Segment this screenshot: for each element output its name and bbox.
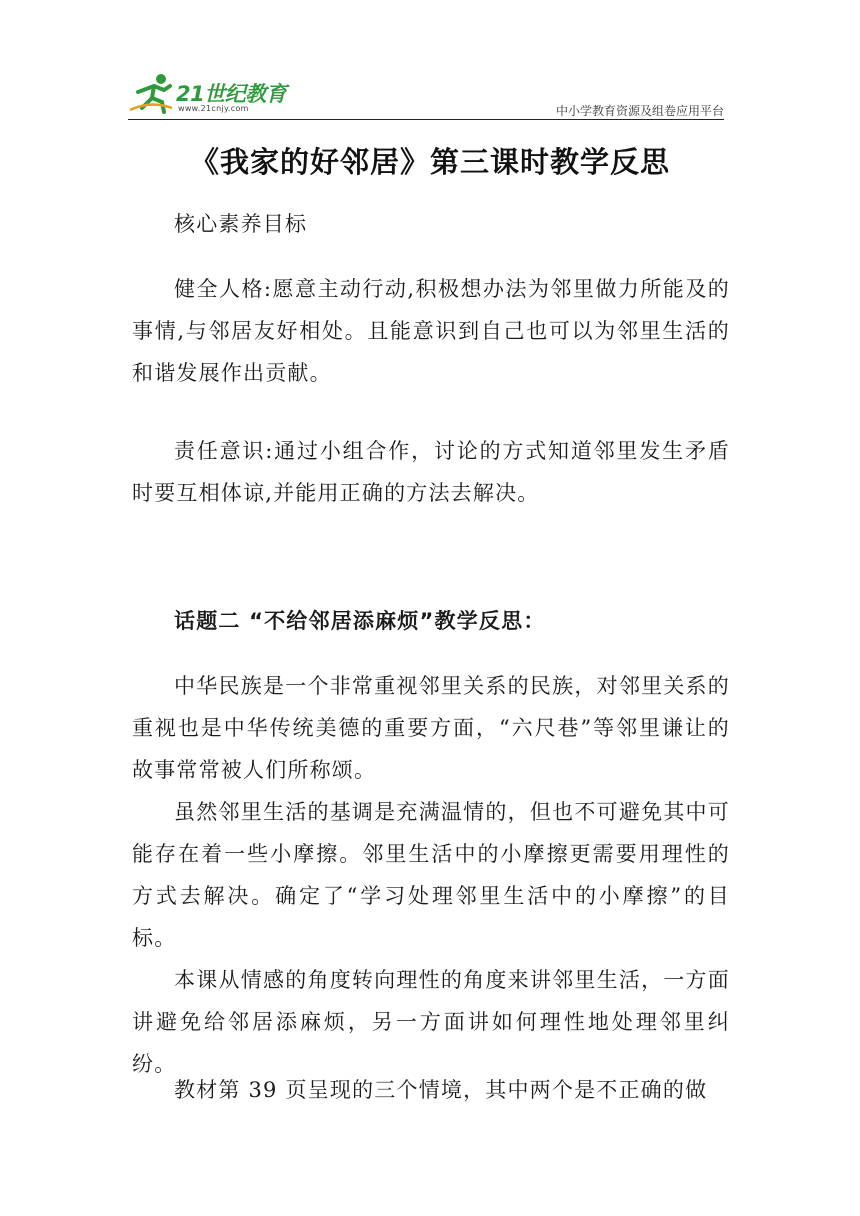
section-core-goals (132, 203, 730, 245)
header-divider (128, 119, 724, 120)
logo (128, 70, 298, 114)
paragraph-text: 健全人格:愿意主动行动,积极想办法为邻里做力所能及的事情,与邻居友好相处。且能意识到自己也可以为邻里生活的和谐发展作出贡献。 (132, 277, 730, 385)
runner-icon (128, 70, 178, 114)
paragraph (132, 791, 730, 959)
platform-tagline: 中小学教育资源及组卷应用平台 (555, 104, 724, 118)
paragraph (132, 1069, 730, 1111)
paragraph-text: 责任意识:通过小组合作，讨论的方式知道邻里发生矛盾时要互相体谅,并能用正确的方法去解决。 (132, 439, 730, 505)
paragraph-text: 虽然邻里生活的基调是充满温情的，但也不可避免其中可能存在着一些小摩擦。邻里生活中的小摩擦更需要用理性的方式去解决。确定了“学习处理邻里生活中的小摩擦”的目标。 (132, 800, 730, 950)
logo-text: 21世纪教育 (176, 82, 287, 106)
section-heading: 话题二 “不给邻居添麻烦”教学反思： (174, 609, 546, 633)
logo-url: www.21cnjy.com (178, 104, 249, 113)
section-heading: 核心素养目标 (174, 212, 308, 236)
paragraph (132, 959, 730, 1085)
paragraph (132, 665, 730, 791)
page-title: 《我家的好邻居》第三课时教学反思 (189, 145, 670, 179)
paragraph-text: 中华民族是一个非常重视邻里关系的民族，对邻里关系的重视也是中华传统美德的重要方面，“六尺巷”等邻里谦让的故事常常被人们所称颂。 (132, 674, 730, 782)
paragraph (132, 268, 730, 394)
page-header (128, 66, 724, 120)
section-topic-two (132, 600, 730, 642)
paragraph-text: 本课从情感的角度转向理性的角度来讲邻里生活，一方面讲避免给邻居添麻烦，另一方面讲如何理性地处理邻里纠纷。 (132, 968, 730, 1076)
paragraph-text: 教材第 39 页呈现的三个情境，其中两个是不正确的做 (174, 1078, 708, 1102)
paragraph (132, 430, 730, 514)
